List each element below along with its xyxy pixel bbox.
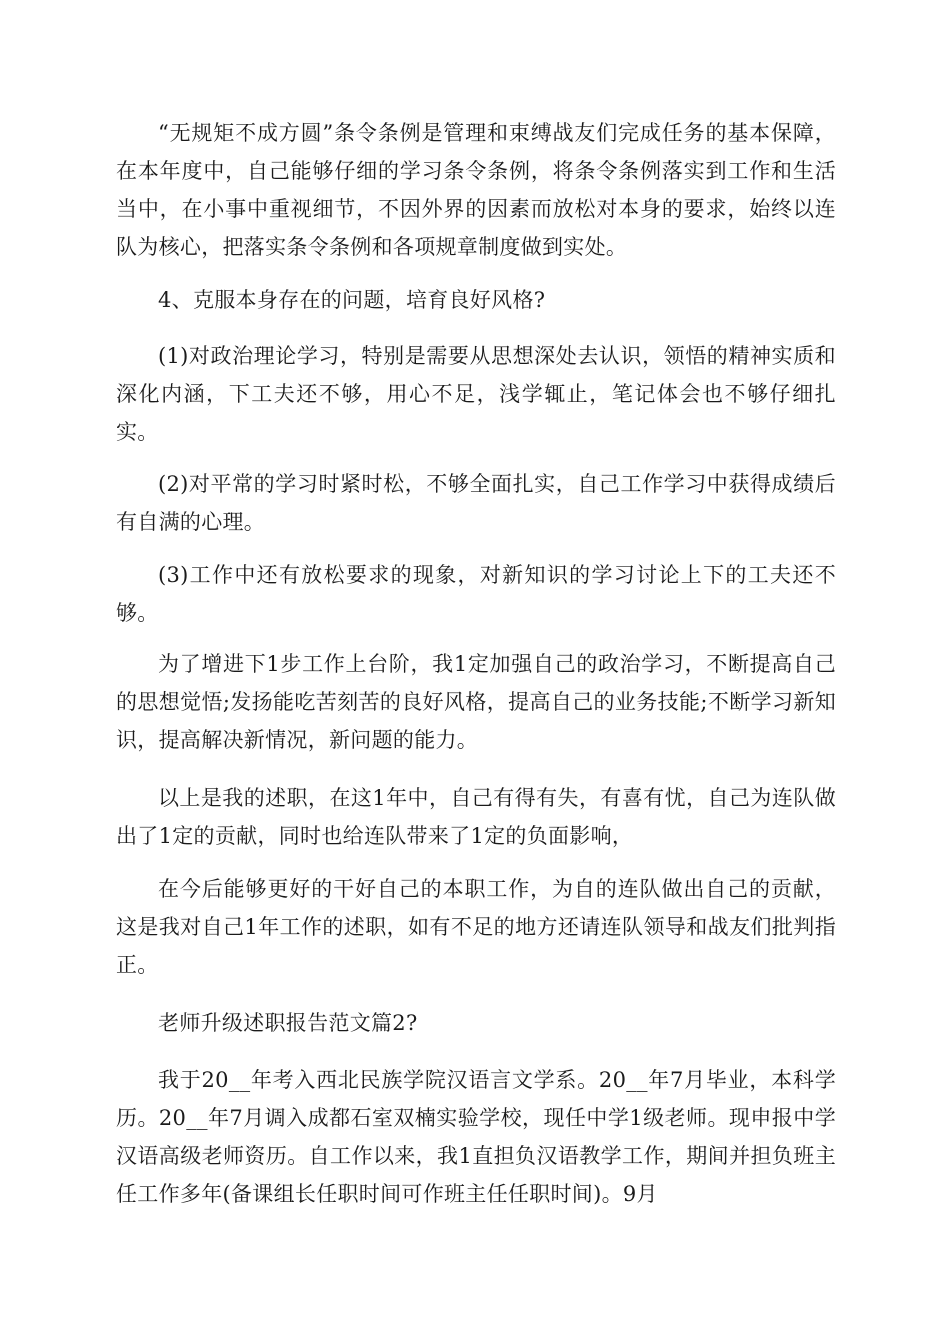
heading-overcome-problems — [116, 281, 836, 319]
paragraph-item-1 — [116, 337, 836, 451]
paragraph-item-2 — [116, 465, 836, 541]
paragraph-text: (3)工作中还有放松要求的现象，对新知识的学习讨论上下的工夫还不够。 — [116, 563, 836, 625]
paragraph-text: 在今后能够更好的干好自己的本职工作，为自的连队做出自己的贡献，这是我对自己1年工作的述职，如有不足的地方还请连队领导和战友们批判指正。 — [116, 877, 836, 977]
paragraph-text: 以上是我的述职，在这1年中，自己有得有失，有喜有忧，自己为连队做出了1定的贡献，同时也给连队带来了1定的负面影响， — [116, 786, 836, 848]
section-title-text: 老师升级述职报告范文篇2? — [158, 1011, 418, 1035]
heading-text: 4、克服本身存在的问题，培育良好风格? — [158, 288, 546, 312]
paragraph-text: (1)对政治理论学习，特别是需要从思想深处去认识，领悟的精神实质和深化内涵，下工夫还不够，用心不足，浅学辄止，笔记体会也不够仔细扎实。 — [116, 344, 836, 444]
section-title-report-2 — [116, 1004, 836, 1042]
paragraph-text: 我于20__年考入西北民族学院汉语言文学系。20__年7月毕业，本科学历。20__年7月调入成都石室双楠实验学校，现任中学1级老师。现申报中学汉语高级老师资历。自工作以来，我1直担负汉语教学工作，期间并担负班主任工作多年(备课组长任职时间可作班主任任职时间)。9月 — [116, 1068, 836, 1206]
paragraph-improvement-plan — [116, 645, 836, 759]
paragraph-text: “无规矩不成方圆”条令条例是管理和束缚战友们完成任务的基本保障，在本年度中，自己能够仔细的学习条令条例，将条令条例落实到工作和生活当中，在小事中重视细节，不因外界的因素而放松对本身的要求，始终以连队为核心，把落实条令条例和各项规章制度做到实处。 — [116, 121, 836, 259]
paragraph-text: 为了增进下1步工作上台阶，我1定加强自己的政治学习，不断提高自己的思想觉悟;发扬能吃苦刻苦的良好风格，提高自己的业务技能;不断学习新知识，提高解决新情况，新问题的能力。 — [116, 652, 836, 752]
paragraph-regulations — [116, 114, 836, 266]
paragraph-item-3 — [116, 556, 836, 632]
paragraph-text: (2)对平常的学习时紧时松，不够全面扎实，自己工作学习中获得成绩后有自满的心理。 — [116, 472, 836, 534]
paragraph-closing — [116, 870, 836, 984]
paragraph-teacher-intro — [116, 1061, 836, 1213]
paragraph-summary — [116, 779, 836, 855]
